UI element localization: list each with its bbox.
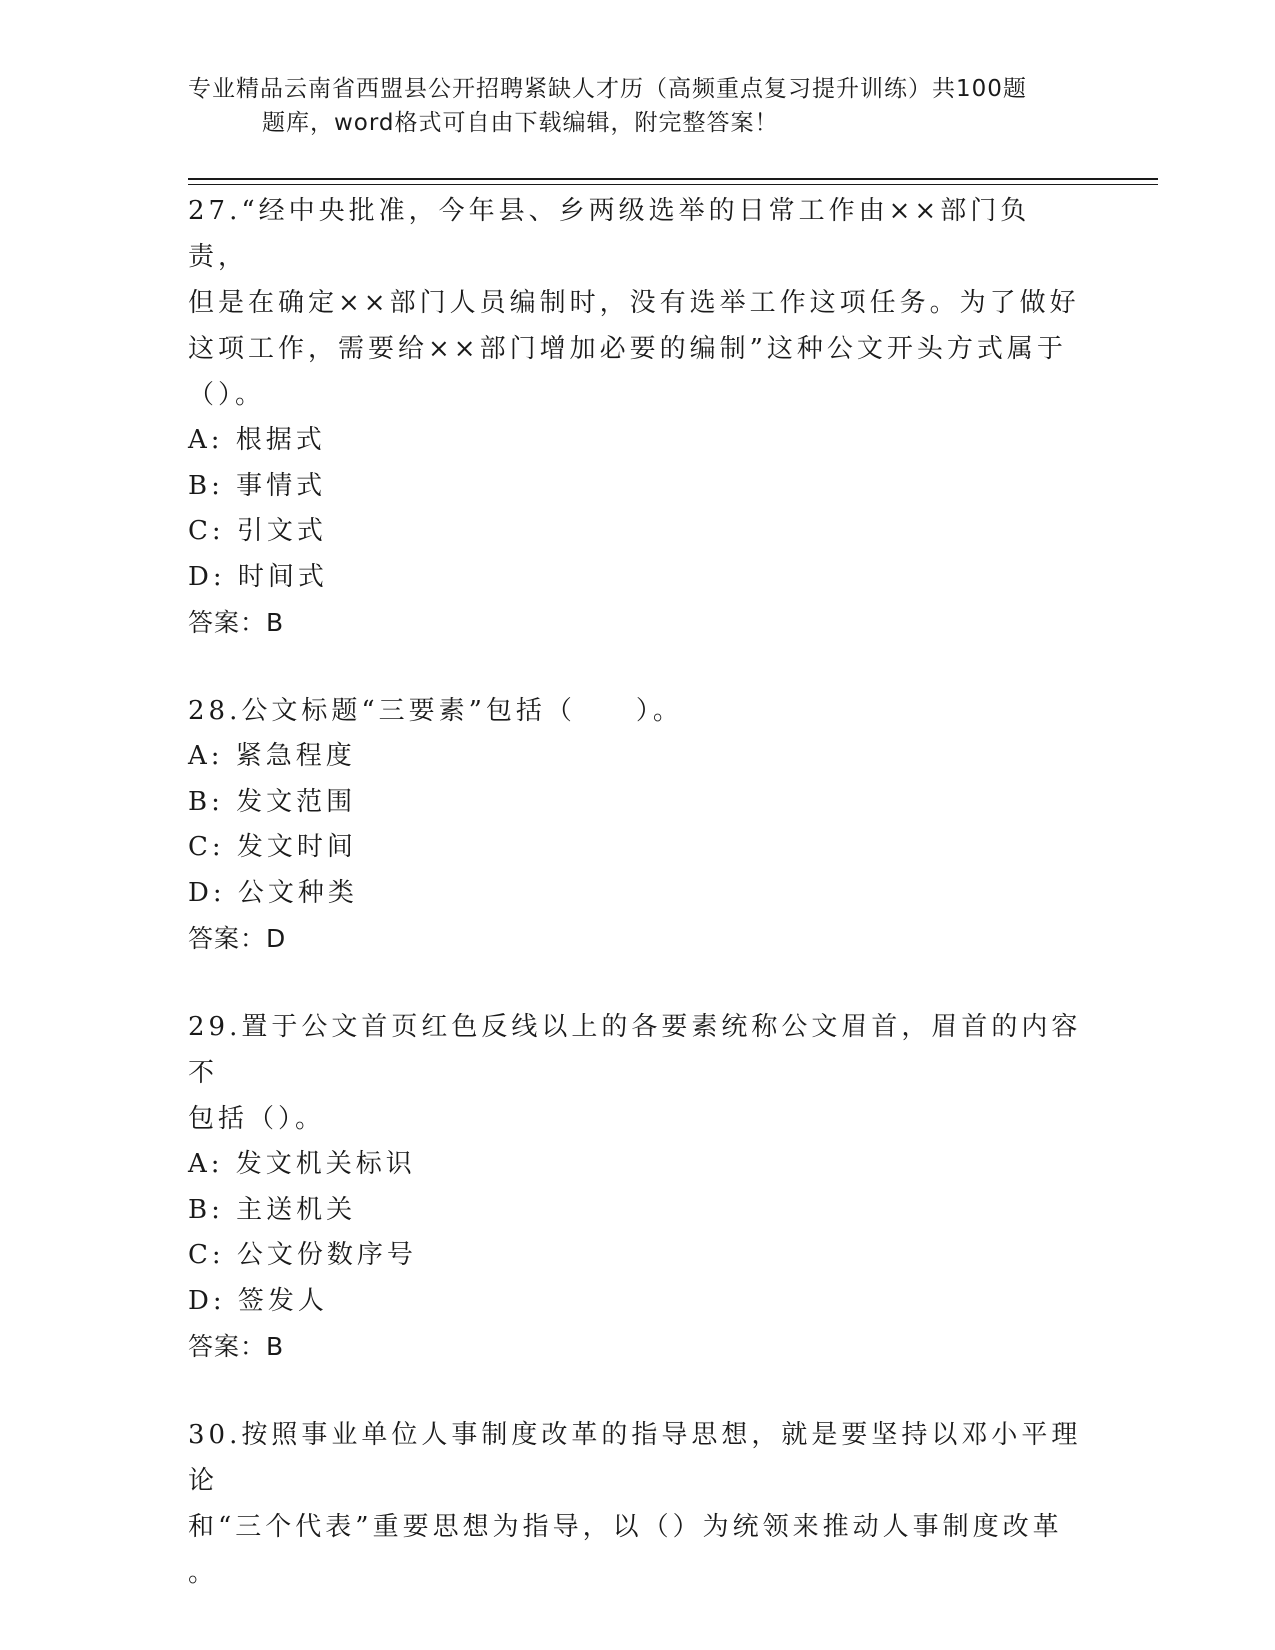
option-c: C: 引文式 (188, 516, 327, 546)
option-d: D: 时间式 (188, 561, 328, 592)
question-text-line: 和“三个代表”重要思想为指导，以（）为统领来推动人事制度改革 (188, 1512, 1063, 1542)
question-text-line: 27.“经中央批准，今年县、乡两级选举的日常工作由××部门负责， (188, 196, 1031, 272)
option-b: B: 事情式 (188, 470, 327, 501)
answer-line: 答案：B (188, 608, 285, 637)
question-text-line: （）。 (188, 380, 266, 410)
question-text-line: 这项工作，需要给××部门增加必要的编制”这种公文开头方式属于 (188, 334, 1067, 364)
document-header (188, 72, 1068, 140)
question-text-line: 30.按照事业单位人事制度改革的指导思想，就是要坚持以邓小平理论 (188, 1420, 1082, 1496)
option-d: D: 公文种类 (188, 877, 358, 908)
answer-line: 答案：D (188, 924, 287, 953)
header-title-line-2: 题库，word格式可自由下载编辑，附完整答案！ (262, 110, 779, 136)
answer-line: 答案：B (188, 1332, 285, 1361)
option-c: C: 发文时间 (188, 832, 357, 862)
header-title-line-1: 专业精品云南省西盟县公开招聘紧缺人才历（高频重点复习提升训练）共100题 (188, 76, 1027, 102)
question-30 (188, 1412, 1088, 1596)
question-text-line: 28.公文标题“三要素”包括（ ）。 (188, 696, 683, 726)
header-divider-thin (188, 184, 1158, 185)
option-a: A: 紧急程度 (188, 741, 356, 771)
question-list (188, 188, 1088, 1638)
option-d: D: 签发人 (188, 1285, 328, 1316)
option-b: B: 主送机关 (188, 1194, 357, 1225)
question-28 (188, 688, 1088, 962)
option-c: C: 公文份数序号 (188, 1240, 417, 1270)
question-text-line: 。 (188, 1558, 219, 1588)
question-text-line: 但是在确定××部门人员编制时，没有选举工作这项任务。为了做好 (188, 288, 1080, 318)
question-text-line: 29.置于公文首页红色反线以上的各要素统称公文眉首，眉首的内容不 (188, 1012, 1082, 1088)
option-b: B: 发文范围 (188, 786, 357, 817)
question-29 (188, 1004, 1088, 1370)
option-a: A: 根据式 (188, 425, 326, 455)
question-text-line: 包括（）。 (188, 1104, 326, 1134)
question-27 (188, 188, 1088, 646)
header-divider-thick (188, 178, 1158, 180)
option-a: A: 发文机关标识 (188, 1149, 416, 1179)
